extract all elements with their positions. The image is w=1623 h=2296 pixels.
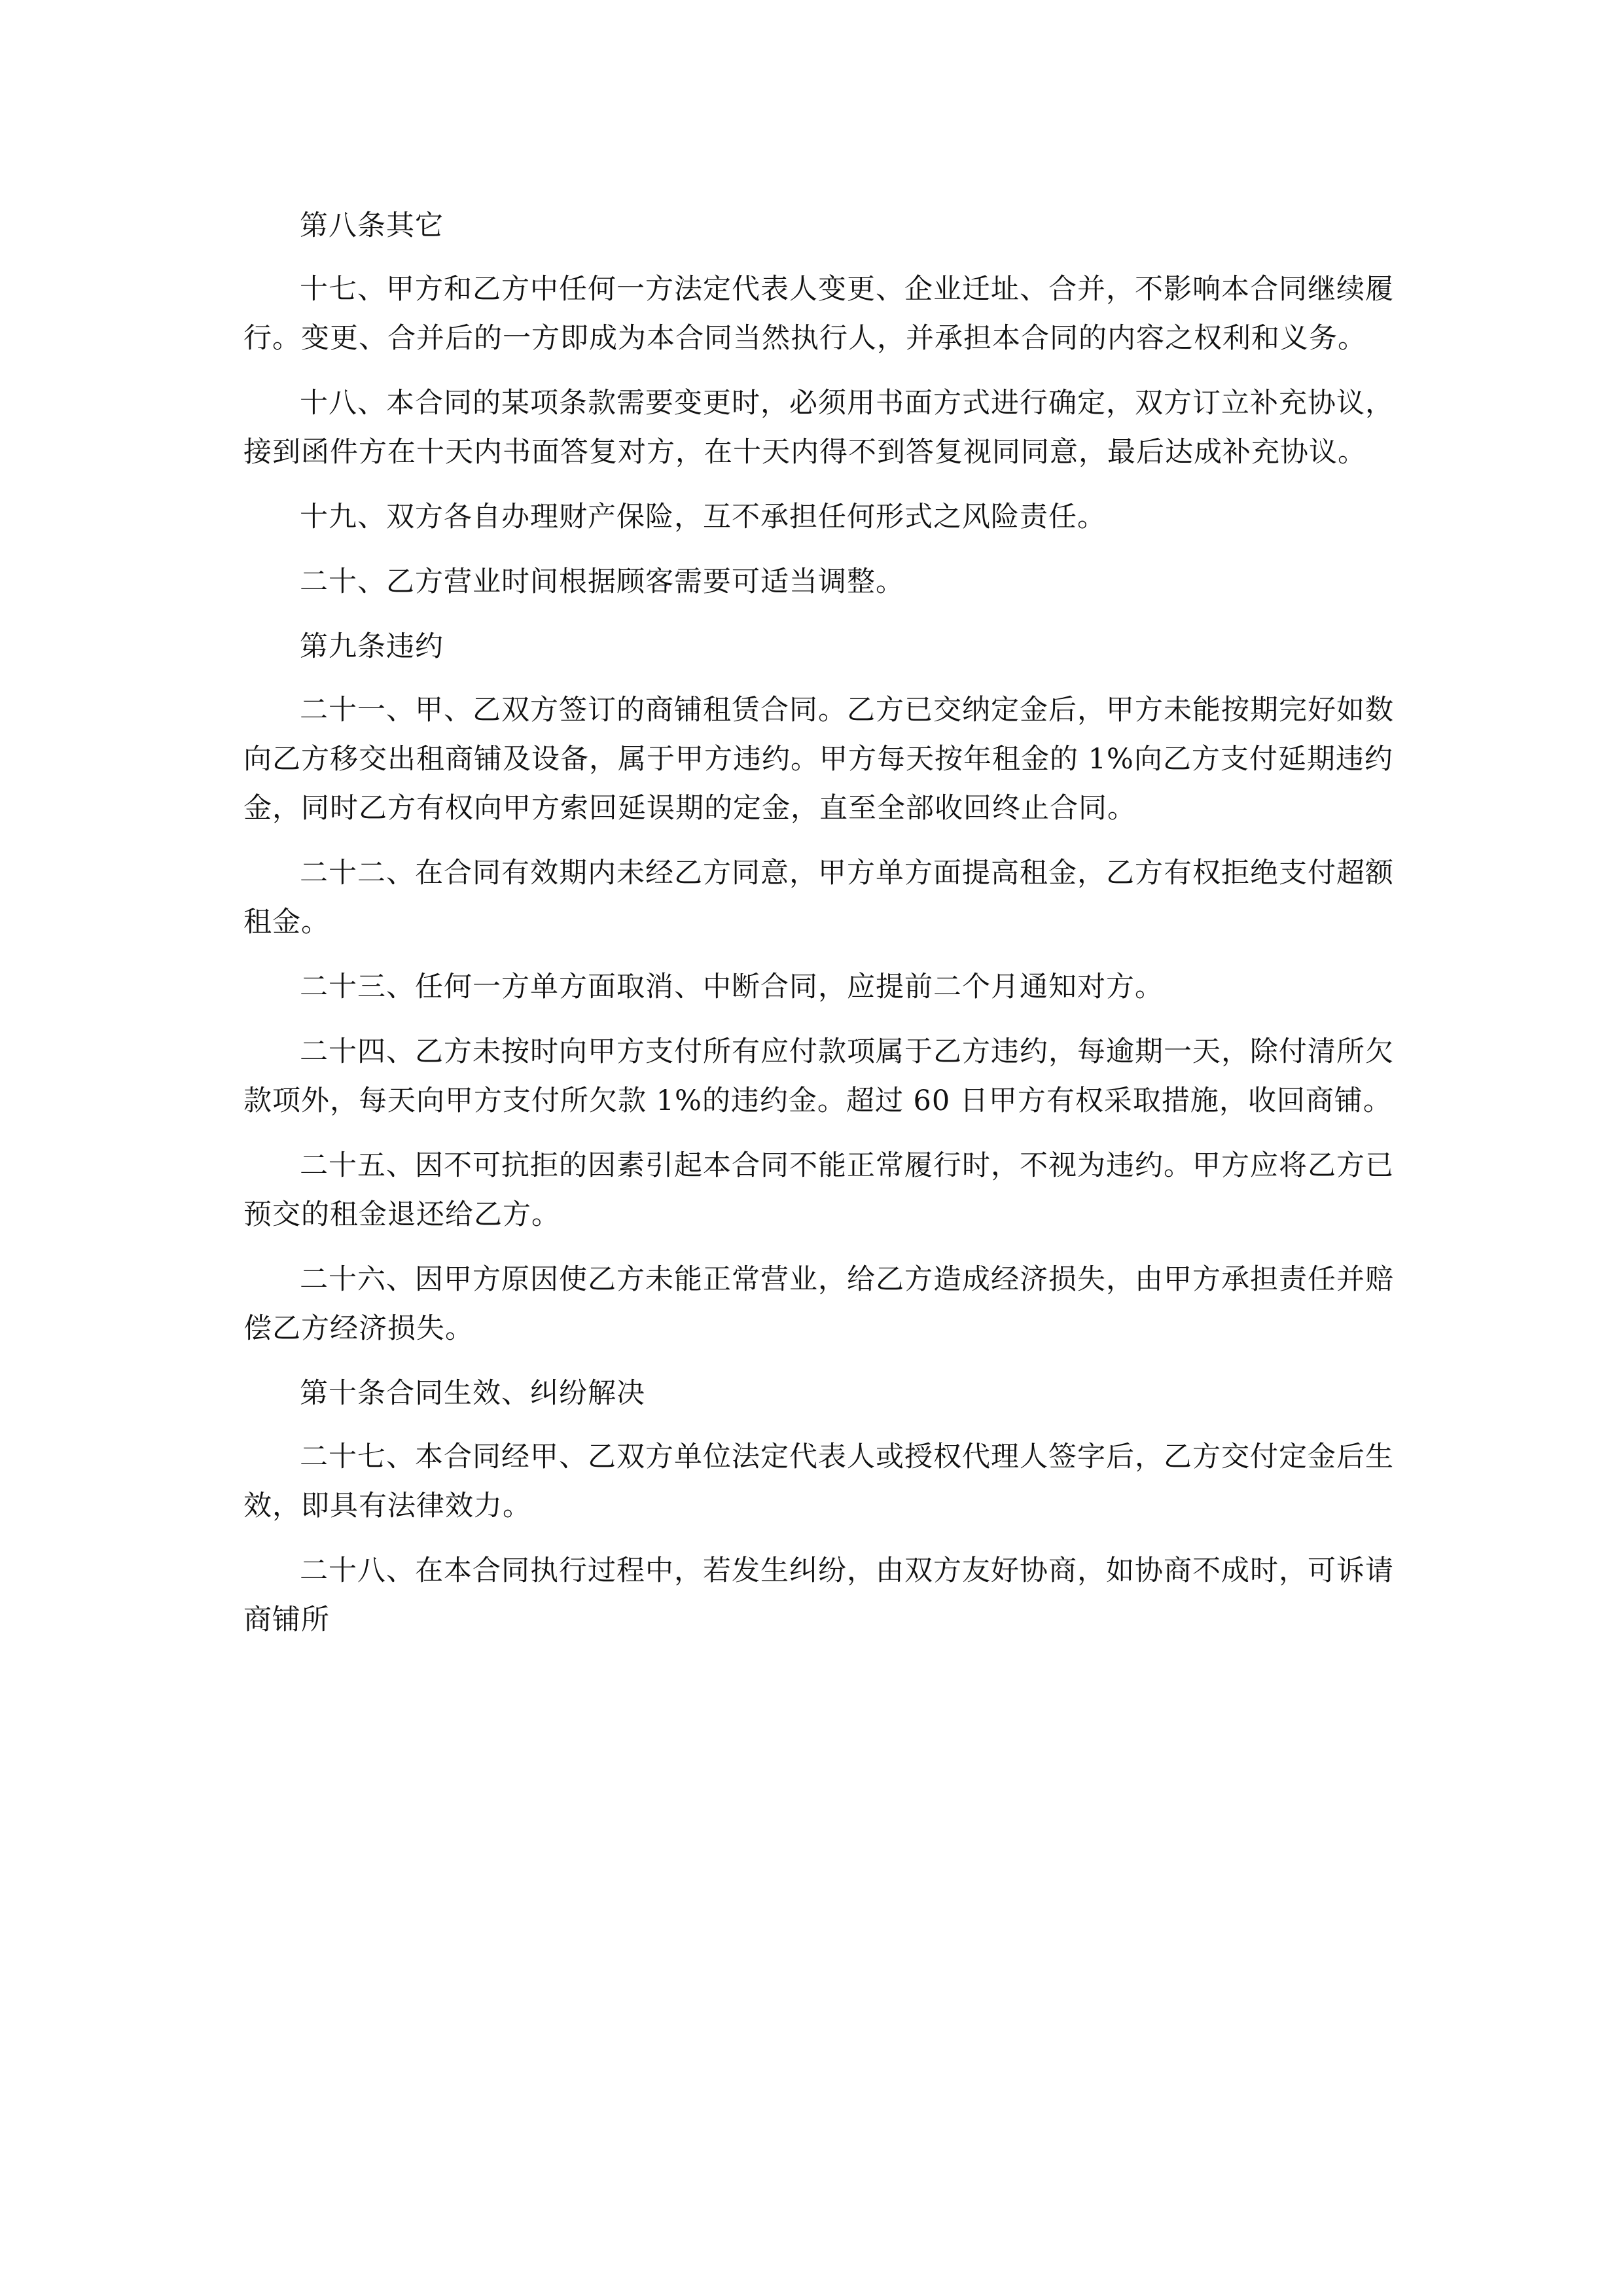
clause-19: 十九、双方各自办理财产保险，互不承担任何形式之风险责任。	[300, 501, 1106, 533]
section-heading-8: 第八条其它	[300, 209, 444, 242]
clause-21: 二十一、甲、乙双方签订的商铺租赁合同。乙方已交纳定金后，甲方未能按期完好如数向乙方移交出租商铺及设备，属于甲方违约。甲方每天按年租金的 1%向乙方支付延期违约金，同时乙方有权向甲方索回延误期的定金，直至全部收回终止合同。	[243, 694, 1394, 825]
clause-17: 十七、甲方和乙方中任何一方法定代表人变更、企业迁址、合并，不影响本合同继续履行。变更、合并后的一方即成为本合同当然执行人，并承担本合同的内容之权利和义务。	[243, 273, 1394, 355]
clause-23: 二十三、任何一方单方面取消、中断合同，应提前二个月通知对方。	[300, 971, 1164, 1003]
section-heading-10: 第十条合同生效、纠纷解决	[300, 1377, 645, 1410]
clause-25: 二十五、因不可抗拒的因素引起本合同不能正常履行时，不视为违约。甲方应将乙方已预交的租金退还给乙方。	[243, 1149, 1394, 1231]
clause-18: 十八、本合同的某项条款需要变更时，必须用书面方式进行确定，双方订立补充协议，接到函件方在十天内书面答复对方，在十天内得不到答复视同同意，最后达成补充协议。	[243, 387, 1394, 469]
document-body	[243, 202, 1415, 1660]
section-heading-9: 第九条违约	[300, 630, 444, 663]
clause-24: 二十四、乙方未按时向甲方支付所有应付款项属于乙方违约，每逾期一天，除付清所欠款项外，每天向甲方支付所欠款 1%的违约金。超过 60 日甲方有权采取措施，收回商铺。	[243, 1035, 1394, 1117]
clause-28: 二十八、在本合同执行过程中，若发生纠纷，由双方友好协商，如协商不成时，可诉请商铺所	[243, 1554, 1394, 1636]
clause-22: 二十二、在合同有效期内未经乙方同意，甲方单方面提高租金，乙方有权拒绝支付超额租金。	[243, 857, 1394, 939]
clause-27: 二十七、本合同经甲、乙双方单位法定代表人或授权代理人签字后，乙方交付定金后生效，即具有法律效力。	[243, 1441, 1394, 1522]
clause-26: 二十六、因甲方原因使乙方未能正常营业，给乙方造成经济损失，由甲方承担责任并赔偿乙方经济损失。	[243, 1263, 1394, 1345]
clause-20: 二十、乙方营业时间根据顾客需要可适当调整。	[300, 565, 904, 598]
